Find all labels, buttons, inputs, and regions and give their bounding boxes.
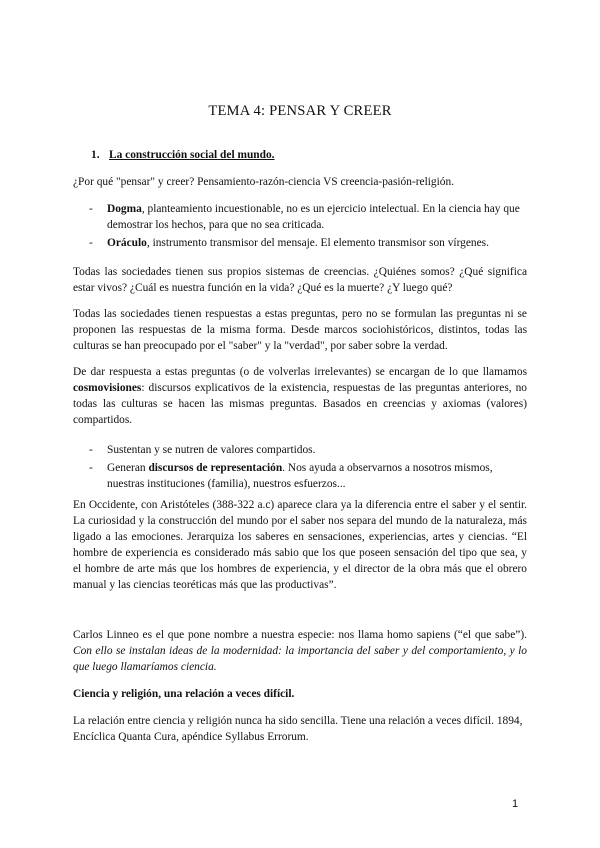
intro-paragraph: ¿Por qué "pensar" y creer? Pensamiento-razón-ciencia VS creencia-pasión-religión. <box>73 176 455 188</box>
subheading: Ciencia y religión, una relación a veces difícil. <box>73 688 295 700</box>
document-title: TEMA 4: PENSAR Y CREER <box>208 102 392 119</box>
section-heading <box>73 147 527 163</box>
list-item <box>73 460 527 492</box>
paragraph-cosmovisions <box>73 364 527 428</box>
list-text: , instrumento transmisor del mensaje. El elemento transmisor son vírgenes. <box>146 237 489 249</box>
list-item <box>73 201 527 233</box>
list-text: , planteamiento incuestionable, no es un ejercicio intelectual. En la ciencia hay que demostrar los hechos, para que no sea criticada. <box>107 203 520 231</box>
text-run: : discursos explicativos de la existencia, respuestas de las preguntas anteriores, no todas las culturas se hacen las mismas preguntas. Basados en creencias y axiomas (valores) compartidos. <box>73 382 527 426</box>
term-cosmovisiones: cosmovisiones <box>73 382 142 394</box>
section-heading-text: La construcción social del mundo. <box>109 149 275 161</box>
list-dash: - <box>89 462 93 474</box>
paragraph-aristotle: En Occidente, con Aristóteles (388-322 a.c) aparece clara ya la diferencia entre el saber y el sentir. La curiosidad y la construcción del mundo por el saber nos separa del mundo de la naturaleza, más ligado a las emociones. Jerarquiza los saberes en sensaciones, experiencias, artes y ciencias. “El hombre de experiencia es considerado más sabio que los que poseen sensación del tipo que sea, y el hombre de arte más que los hombres de experiencia, y el director de la obra más que el obrero manual y las ciencias teoréticas más que las productivas”. <box>73 499 527 591</box>
list-text: . Nos ayuda a observarnos a nosotros mismos, nuestras instituciones (familia), nuestros esfuerzos... <box>107 462 493 490</box>
paragraph-beliefs: Todas las sociedades tienen sus propios sistemas de creencias. ¿Quiénes somos? ¿Qué significa estar vivos? ¿Cuál es nuestra función en la vida? ¿Qué es la muerte? ¿Y luego qué? <box>73 266 527 294</box>
definitions-list <box>73 201 527 253</box>
values-list <box>73 442 527 494</box>
text-run: De dar respuesta a estas preguntas (o de volverlas irrelevantes) se encargan de lo que llamamos <box>73 366 527 378</box>
section-number: 1. <box>91 149 100 161</box>
page-number: 1 <box>512 798 519 810</box>
paragraph-answers: Todas las sociedades tienen respuestas a estas preguntas, pero no se formulan las preguntas ni se proponen las respuestas de la misma forma. Desde marcos sociohistóricos, distintos, todas las culturas se han preocupado por el "saber" y la "verdad", por saber sobre la verdad. <box>73 308 527 352</box>
text-run: Carlos Linneo es el que pone nombre a nuestra especie: nos llama homo sapiens (“el que sabe”). <box>73 629 527 641</box>
list-term: Dogma <box>107 203 142 215</box>
list-dash: - <box>89 203 93 215</box>
list-text: Sustentan y se nutren de valores compartidos. <box>107 444 316 456</box>
list-term: discursos de representación <box>148 462 283 474</box>
list-dash: - <box>89 444 93 456</box>
list-term: Oráculo <box>107 237 147 249</box>
paragraph-science-religion: La relación entre ciencia y religión nunca ha sido sencilla. Tiene una relación a veces difícil. 1894, Encíclica Quanta Cura, apéndice Syllabus Errorum. <box>73 715 523 743</box>
paragraph-linnaeus <box>73 627 527 675</box>
list-item <box>73 235 527 251</box>
list-item <box>73 442 527 458</box>
text-italic: Con ello se instalan ideas de la modernidad: la importancia del saber y del comportamiento, y lo que luego llamaríamos ciencia. <box>73 645 527 673</box>
list-text: Generan <box>107 462 149 474</box>
list-dash: - <box>89 237 93 249</box>
